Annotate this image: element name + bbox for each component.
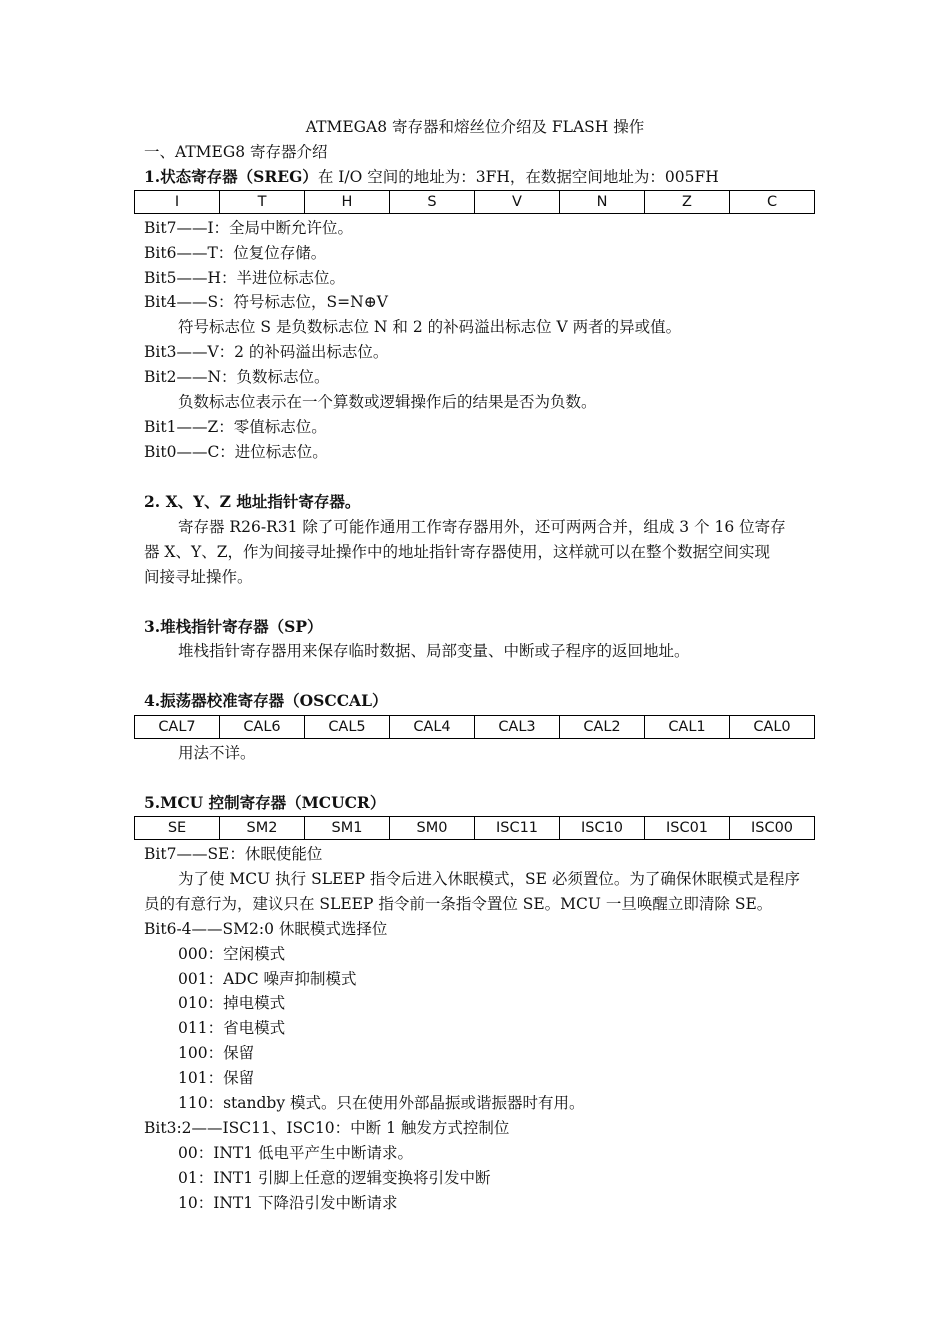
sreg-bit3-desc: Bit3——V：2 的补码溢出标志位。 (144, 343, 389, 361)
sreg-bit-cell: T (220, 191, 305, 214)
osccal-bit-cell: CAL0 (730, 716, 815, 739)
sreg-bit-cell: N (560, 191, 645, 214)
sleep-mode-item: 011：省电模式 (178, 1019, 286, 1037)
sreg-bit-cell: S (390, 191, 475, 214)
isc-mode-item: 10：INT1 下降沿引发中断请求 (178, 1194, 398, 1212)
doc-title: ATMEGA8 寄存器和熔丝位介绍及 FLASH 操作 (305, 118, 645, 136)
xyz-para-line: 器 X、Y、Z，作为间接寻址操作中的地址指针寄存器使用，这样就可以在整个数据空间实现 (144, 543, 770, 561)
sreg-bit1-desc: Bit1——Z：零值标志位。 (144, 418, 327, 436)
mcucr-bit64-desc: Bit6-4——SM2:0 休眠模式选择位 (144, 920, 388, 938)
sreg-bit5-desc: Bit5——H：半进位标志位。 (144, 269, 345, 287)
mcucr-bit-cell: SM2 (220, 817, 305, 840)
osccal-bit-table (134, 715, 815, 739)
sreg-bit0-desc: Bit0——C：进位标志位。 (144, 443, 328, 461)
sreg-bit7-desc: Bit7——I：全局中断允许位。 (144, 219, 354, 237)
mcucr-bit-cell: ISC00 (730, 817, 815, 840)
sleep-mode-item: 010：掉电模式 (178, 994, 286, 1012)
mcucr-bit-cell: SE (135, 817, 220, 840)
sreg-bit4-desc: Bit4——S：符号标志位，S=N⊕V (144, 293, 388, 311)
sreg-bit-cell: C (730, 191, 815, 214)
sreg-heading-rest: 在 I/O 空间的地址为：3FH，在数据空间地址为：005FH (317, 168, 719, 186)
mcucr-bit32-desc: Bit3:2——ISC11、ISC10：中断 1 触发方式控制位 (144, 1119, 510, 1137)
sreg-bit6-desc: Bit6——T：位复位存储。 (144, 244, 327, 262)
osccal-bit-cell: CAL5 (305, 716, 390, 739)
osccal-note: 用法不详。 (178, 744, 256, 762)
osccal-bit-cell: CAL7 (135, 716, 220, 739)
osccal-bit-cell: CAL3 (475, 716, 560, 739)
sleep-mode-item: 100：保留 (178, 1044, 255, 1062)
sp-heading: 3.堆栈指针寄存器（SP） (144, 617, 323, 636)
mcucr-bit-table (134, 816, 815, 840)
section-heading: 一、ATMEG8 寄存器介绍 (144, 143, 328, 161)
sreg-heading (144, 167, 719, 187)
mcucr-bit-cell: ISC01 (645, 817, 730, 840)
sp-para: 堆栈指针寄存器用来保存临时数据、局部变量、中断或子程序的返回地址。 (178, 642, 690, 660)
sreg-bit2-desc: Bit2——N：负数标志位。 (144, 368, 330, 386)
osccal-bit-cell: CAL6 (220, 716, 305, 739)
isc-mode-item: 01：INT1 引脚上任意的逻辑变换将引发中断 (178, 1169, 491, 1187)
mcucr-heading: 5.MCU 控制寄存器（MCUCR） (144, 793, 386, 812)
osccal-bit-cell: CAL2 (560, 716, 645, 739)
mcucr-bit-cell: SM0 (390, 817, 475, 840)
sreg-heading-bold: 1.状态寄存器（SREG） (144, 167, 318, 186)
isc-mode-item: 00：INT1 低电平产生中断请求。 (178, 1144, 414, 1162)
sleep-mode-item: 101：保留 (178, 1069, 255, 1087)
sreg-bit-cell: I (135, 191, 220, 214)
mcucr-bit-cell: ISC11 (475, 817, 560, 840)
sreg-bit-cell: H (305, 191, 390, 214)
sreg-bit-cell: V (475, 191, 560, 214)
xyz-para-line: 间接寻址操作。 (144, 568, 253, 586)
osccal-bit-cell: CAL1 (645, 716, 730, 739)
xyz-heading: 2. X、Y、Z 地址指针寄存器。 (144, 492, 361, 511)
sreg-n-note: 负数标志位表示在一个算数或逻辑操作后的结果是否为负数。 (178, 393, 597, 411)
mcucr-se-para-line: 为了使 MCU 执行 SLEEP 指令后进入休眠模式，SE 必须置位。为了确保休眠模式是程序 (178, 870, 800, 888)
mcucr-bit7-desc: Bit7——SE：休眠使能位 (144, 845, 323, 863)
sreg-bit-table (134, 190, 815, 214)
osccal-bit-cell: CAL4 (390, 716, 475, 739)
sleep-mode-item: 110：standby 模式。只在使用外部晶振或谐振器时有用。 (178, 1094, 585, 1112)
xyz-para-line: 寄存器 R26-R31 除了可能作通用工作寄存器用外，还可两两合并，组成 3 个 16 位寄存 (178, 518, 786, 536)
sreg-bit-cell: Z (645, 191, 730, 214)
mcucr-bit-cell: ISC10 (560, 817, 645, 840)
osccal-heading: 4.振荡器校准寄存器（OSCCAL） (144, 691, 388, 710)
sleep-mode-item: 000：空闲模式 (178, 945, 286, 963)
sleep-mode-item: 001：ADC 噪声抑制模式 (178, 970, 357, 988)
mcucr-se-para-line: 员的有意行为，建议只在 SLEEP 指令前一条指令置位 SE。MCU 一旦唤醒立即清除 SE。 (144, 895, 773, 913)
mcucr-bit-cell: SM1 (305, 817, 390, 840)
sreg-s-note: 符号标志位 S 是负数标志位 N 和 2 的补码溢出标志位 V 两者的异或值。 (178, 318, 682, 336)
